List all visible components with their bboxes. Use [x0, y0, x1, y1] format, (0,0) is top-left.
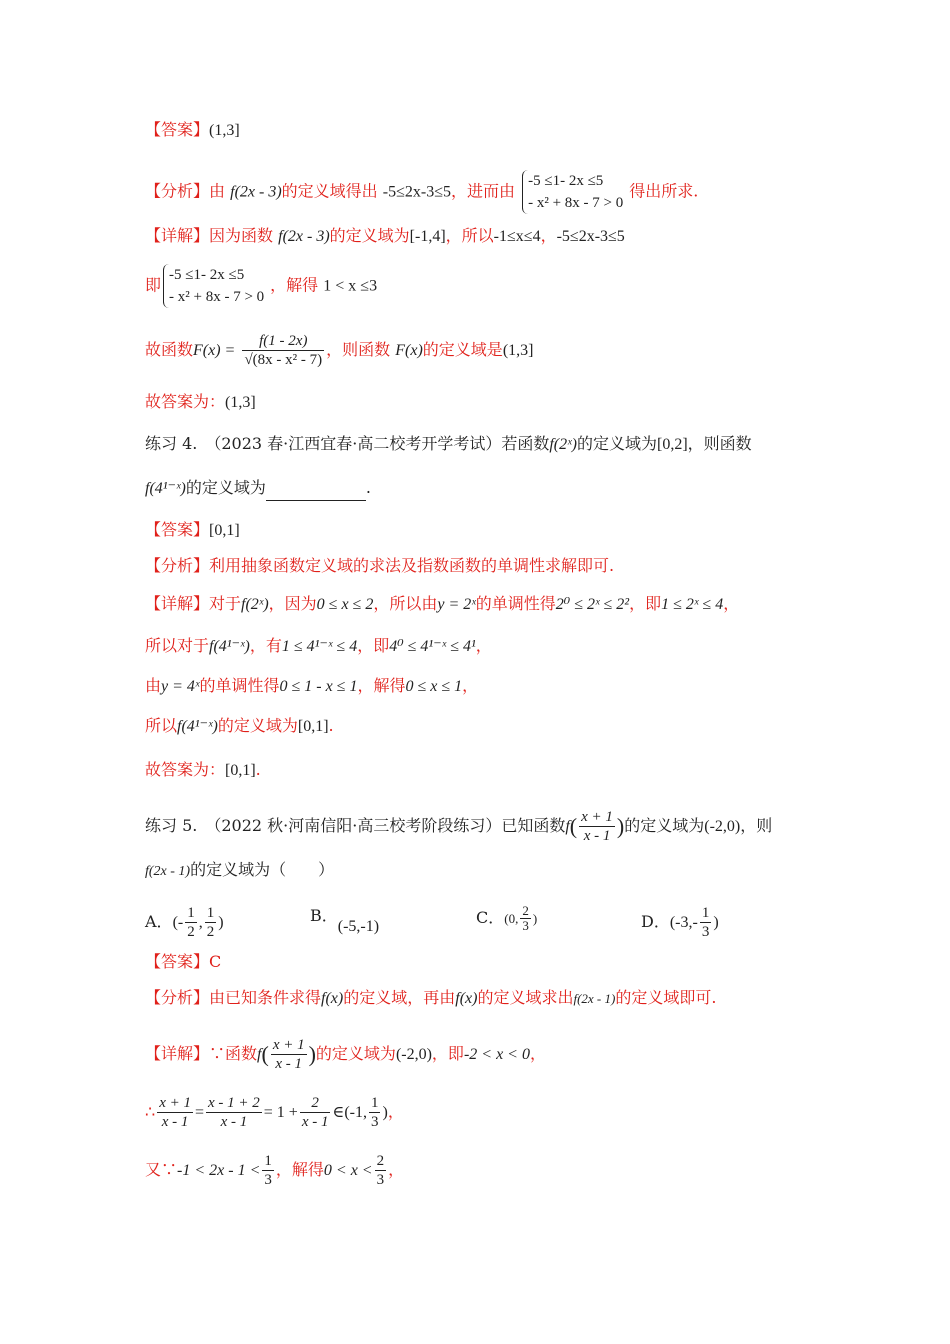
p3-analysis-text: 的定义域得出 — [281, 181, 378, 201]
p5-detail-text: 又∵ — [145, 1160, 178, 1179]
frac-den: x - 1 — [161, 1114, 189, 1130]
p4-detail-math: y = 4ˣ — [161, 678, 200, 695]
detail-tag: 【详解】 — [145, 594, 210, 613]
p5-detail-f: f — [257, 1046, 262, 1063]
option-label: C． — [476, 908, 505, 927]
frac-den: 3 — [701, 924, 710, 940]
p3-detail-text: 的定义域是 — [422, 340, 503, 359]
p3-detail-text: ， — [540, 226, 557, 245]
p4-detail-math: 1 ≤ 4¹⁻ˣ ≤ 4 — [281, 638, 358, 655]
p5-analysis-text: 的定义域求出 — [477, 988, 574, 1007]
eq-sign: = 1 + — [263, 1104, 298, 1121]
p5-detail-line-1 — [145, 1036, 810, 1073]
frac-num: x + 1 — [159, 1095, 191, 1111]
p3-detail-text: 的定义域为 — [329, 226, 410, 245]
p4-detail-math: 1 ≤ 2ˣ ≤ 4 — [661, 596, 724, 613]
p4-detail-text: 由 — [145, 676, 162, 695]
frac-num: 2 — [522, 903, 529, 918]
option-c[interactable] — [476, 904, 537, 933]
p5-analysis-text: 的定义域，再由 — [343, 988, 456, 1007]
p4-analysis-text: 利用抽象函数定义域的求法及指数函数的单调性求解即可. — [209, 556, 615, 575]
p3-analysis-text: ，进而由 — [450, 181, 515, 201]
p5-detail-result: 0 < x < — [323, 1162, 373, 1179]
p5-detail-ineq: -2 < x < 0 — [463, 1046, 530, 1063]
p3-detail-ineq: -1≤x≤4 — [493, 228, 541, 245]
option-text: (- — [172, 914, 184, 931]
p3-detail-line-2 — [145, 264, 810, 308]
p5-analysis-text: 的定义域即可. — [615, 988, 717, 1007]
p3-detail-system — [163, 264, 268, 308]
p4-final-value: [0,1] — [225, 762, 256, 779]
p4-detail-text: ，所以由 — [373, 594, 438, 613]
p4-question-line-2 — [145, 476, 810, 501]
p4-detail-text: ， — [475, 636, 492, 655]
p3-final-label: 故答案为： — [145, 392, 226, 411]
p4-detail-text: 的单调性得 — [475, 594, 556, 613]
p5-answer-line — [145, 950, 810, 974]
p5-detail-frac — [157, 1094, 193, 1131]
p3-analysis-text: 由 — [209, 181, 226, 201]
p3-detail-f: f(2x - 3) — [278, 228, 330, 245]
option-text: (0, — [504, 911, 519, 926]
p5-detail-line-2 — [145, 1094, 810, 1131]
option-text: ) — [218, 914, 224, 931]
option-label: B． — [310, 906, 338, 925]
p5-analysis-text: 由已知条件求得 — [209, 988, 322, 1007]
p3-answer-line — [145, 118, 810, 143]
p5-detail-frac — [300, 1094, 331, 1131]
frac-num: 1 — [370, 1095, 379, 1111]
p5-detail-frac — [271, 1036, 307, 1073]
p3-detail-text: ，所以 — [445, 226, 494, 245]
p4-detail-text: 所以 — [145, 716, 178, 735]
p3-detail-text: ，则函数 — [326, 340, 391, 359]
p4-question-text: ，则函数 — [687, 434, 752, 453]
option-b[interactable] — [310, 904, 380, 935]
frac-den: x - 1 — [583, 828, 611, 844]
p5-question-text: 的定义域为 — [624, 816, 705, 835]
p4-detail-line-1 — [145, 592, 810, 617]
p5-analysis-f: f(x) — [455, 990, 478, 1007]
option-text: (-3,- — [669, 914, 698, 931]
p4-detail-f: f(2ˣ) — [241, 596, 269, 613]
p4-detail-math: 0 ≤ x ≤ 1 — [405, 678, 463, 695]
p3-detail-text: 故函数 — [145, 340, 194, 359]
p4-question-text: 的定义域为 — [576, 434, 657, 453]
p4-final-end: . — [255, 760, 261, 779]
p4-detail-line-2 — [145, 634, 810, 659]
frac-num: x + 1 — [272, 1037, 305, 1053]
p4-detail-f: f(4¹⁻ˣ) — [177, 718, 218, 735]
p5-detail-text: ， — [529, 1044, 546, 1063]
p5-detail-line-3 — [145, 1152, 810, 1189]
p5-analysis-f: f(x) — [321, 990, 344, 1007]
frac-num: 2 — [300, 1094, 331, 1113]
detail-tag: 【详解】 — [145, 1044, 210, 1063]
p3-detail-F2: F(x) — [395, 342, 423, 359]
paren: ( — [569, 813, 578, 839]
p5-question-line-2 — [145, 858, 810, 884]
option-frac — [700, 904, 712, 941]
frac-num: 1 — [701, 905, 710, 921]
option-d[interactable] — [641, 904, 719, 941]
option-frac — [520, 904, 531, 933]
paren: ) — [308, 1041, 316, 1067]
p3-final-line — [145, 390, 810, 415]
frac-num: 1 — [187, 905, 195, 921]
sys-row: - x² + 8x - 7 > 0 — [528, 195, 624, 211]
p5-question-f: f — [565, 818, 570, 835]
p5-question-f2: f(2x - 1) — [145, 864, 191, 879]
frac-den: 3 — [370, 1114, 379, 1130]
p4-detail-text: ， — [723, 594, 740, 613]
p4-question-f2: f(4¹⁻ˣ) — [145, 480, 186, 497]
p5-question-domain: (-2,0) — [704, 818, 741, 835]
option-text: ) — [532, 911, 538, 926]
option-a[interactable] — [145, 904, 224, 941]
analysis-tag: 【分析】 — [145, 556, 210, 575]
p3-answer-value: (1,3] — [209, 122, 240, 139]
p4-detail-text: ， — [462, 676, 479, 695]
p3-detail-F: F(x) = — [193, 342, 236, 359]
p4-detail-math: 0 ≤ x ≤ 2 — [316, 596, 374, 613]
p3-detail-text: 因为函数 — [209, 226, 274, 245]
option-text: ) — [713, 914, 719, 931]
option-label: D． — [641, 912, 670, 931]
frac-num: x + 1 — [581, 809, 613, 825]
frac-den: 3 — [264, 1172, 272, 1188]
frac-num: 1 — [264, 1153, 272, 1169]
analysis-tag: 【分析】 — [145, 988, 210, 1007]
p5-analysis-f: f(2x - 1) — [573, 991, 616, 1006]
p5-analysis-line — [145, 986, 810, 1011]
p4-question-text: . — [365, 478, 371, 497]
frac-den: x - 1 — [301, 1114, 329, 1130]
frac-den: x - 1 — [275, 1056, 303, 1072]
p4-question-domain: [0,2] — [656, 436, 688, 453]
p3-analysis-system — [522, 170, 627, 214]
p5-detail-ineq: -1 < 2x - 1 < — [177, 1162, 261, 1179]
frac-num: 2 — [376, 1153, 385, 1169]
frac-den: x - 1 — [220, 1114, 248, 1130]
p5-detail-text: 的定义域为 — [315, 1044, 396, 1063]
p5-detail-text: ∴ — [145, 1102, 156, 1121]
p4-detail-text: 所以对于 — [145, 636, 210, 655]
p4-detail-f: f(4¹⁻ˣ) — [209, 638, 250, 655]
option-frac — [205, 904, 217, 941]
p5-question-frac — [579, 808, 615, 845]
p5-detail-frac — [375, 1152, 387, 1189]
p4-detail-math: y = 2ˣ — [437, 596, 476, 613]
comma: , — [198, 914, 203, 931]
p5-detail-text: ，解得 — [275, 1160, 324, 1179]
p3-analysis-text: 得出所求. — [629, 181, 699, 201]
interval-right: ) — [382, 1104, 388, 1121]
p4-detail-text: . — [328, 716, 334, 735]
detail-tag: 【详解】 — [145, 226, 210, 245]
p3-detail-domain: [-1,4] — [409, 228, 446, 245]
interval-left: (-1, — [344, 1104, 367, 1121]
p4-detail-text: ，即 — [357, 636, 390, 655]
frac-num: f(1 - 2x) — [242, 332, 324, 351]
answer-tag: 【答案】 — [145, 520, 210, 539]
p4-detail-math: 0 ≤ 1 - x ≤ 1 — [279, 678, 358, 695]
paren: ( — [261, 1041, 269, 1067]
p3-analysis-range: -5≤2x-3≤5 — [382, 183, 451, 201]
frac-num: 1 — [206, 905, 215, 921]
p3-detail-line-1 — [145, 224, 810, 249]
frac-den: 2 — [187, 924, 195, 940]
p4-final-line — [145, 758, 810, 783]
p5-detail-text: ， — [388, 1160, 405, 1179]
option-text: (-5,-1) — [337, 918, 380, 935]
answer-tag: 【答案】 — [145, 120, 210, 139]
p4-detail-math: 4⁰ ≤ 4¹⁻ˣ ≤ 4¹ — [389, 638, 476, 655]
in-sign: ∈ — [332, 1104, 345, 1121]
p5-detail-frac — [206, 1094, 262, 1131]
p4-detail-text: ，即 — [629, 594, 662, 613]
p4-detail-text: 的定义域为 — [217, 716, 298, 735]
sys-row: - x² + 8x - 7 > 0 — [169, 289, 265, 305]
answer-blank — [266, 484, 366, 501]
p5-detail-domain: (-2,0) — [395, 1046, 432, 1063]
p3-analysis-f: f(2x - 3) — [230, 183, 282, 201]
p3-final-value: (1,3] — [225, 394, 256, 411]
p5-detail-text: ， — [387, 1102, 404, 1121]
p5-detail-text: ，即 — [431, 1044, 464, 1063]
p4-detail-domain: [0,1] — [297, 718, 329, 735]
p4-question-line-1 — [145, 432, 810, 457]
p4-detail-line-3 — [145, 674, 810, 699]
p4-final-label: 故答案为： — [145, 760, 226, 779]
p4-detail-text: ，因为 — [268, 594, 317, 613]
frac-num: x - 1 + 2 — [208, 1095, 260, 1111]
option-frac — [185, 904, 197, 941]
p3-detail-text: ，解得 — [270, 275, 319, 295]
answer-tag: 【答案】 — [145, 952, 210, 971]
p3-detail-fraction — [242, 332, 324, 369]
p5-detail-frac — [369, 1094, 381, 1131]
eq-sign: = — [194, 1104, 204, 1121]
frac-den: 3 — [522, 918, 529, 933]
p4-detail-text: ，有 — [249, 636, 282, 655]
p3-detail-line-3 — [145, 332, 810, 369]
frac-den: 3 — [376, 1172, 385, 1188]
frac-den: √(8x - x² - 7) — [244, 352, 323, 368]
p4-answer-line — [145, 518, 810, 543]
p4-detail-math: 2⁰ ≤ 2ˣ ≤ 2² — [555, 596, 630, 613]
p4-analysis-line — [145, 554, 810, 578]
p4-detail-text: 对于 — [209, 594, 242, 613]
p3-detail-result: 1 < x ≤3 — [323, 277, 378, 295]
p5-question-text: 的定义域为（ ） — [190, 860, 335, 879]
p3-detail-ineq2: -5≤2x-3≤5 — [556, 228, 625, 245]
sys-row: -5 ≤1- 2x ≤5 — [169, 267, 245, 283]
option-label: A． — [145, 912, 173, 931]
p4-question-f: f(2ˣ) — [549, 436, 577, 453]
p4-question-text: 的定义域为 — [185, 478, 266, 497]
p4-detail-text: ，解得 — [357, 676, 406, 695]
p4-question-text: 练习 4. （2023 春·江西宜春·高二校考开学考试）若函数 — [145, 434, 550, 453]
paren: ) — [616, 813, 625, 839]
p5-detail-frac — [262, 1152, 274, 1189]
sys-row: -5 ≤1- 2x ≤5 — [528, 173, 604, 189]
p3-detail-text: 即 — [145, 275, 162, 295]
p4-answer-value: [0,1] — [209, 522, 240, 539]
p4-detail-text: 的单调性得 — [199, 676, 280, 695]
p5-question-line-1 — [145, 808, 810, 845]
p5-question-text: 练习 5. （2022 秋·河南信阳·高三校考阶段练习）已知函数 — [145, 816, 566, 835]
p3-detail-domain2: (1,3] — [502, 342, 534, 359]
p5-answer-value: C — [209, 952, 222, 971]
p5-question-text: ，则 — [740, 816, 773, 835]
p3-analysis-line — [145, 170, 810, 214]
analysis-tag: 【分析】 — [145, 181, 210, 201]
frac-den: 2 — [206, 924, 215, 940]
p4-detail-line-4 — [145, 714, 810, 739]
p5-detail-text: ∵函数 — [209, 1044, 258, 1063]
